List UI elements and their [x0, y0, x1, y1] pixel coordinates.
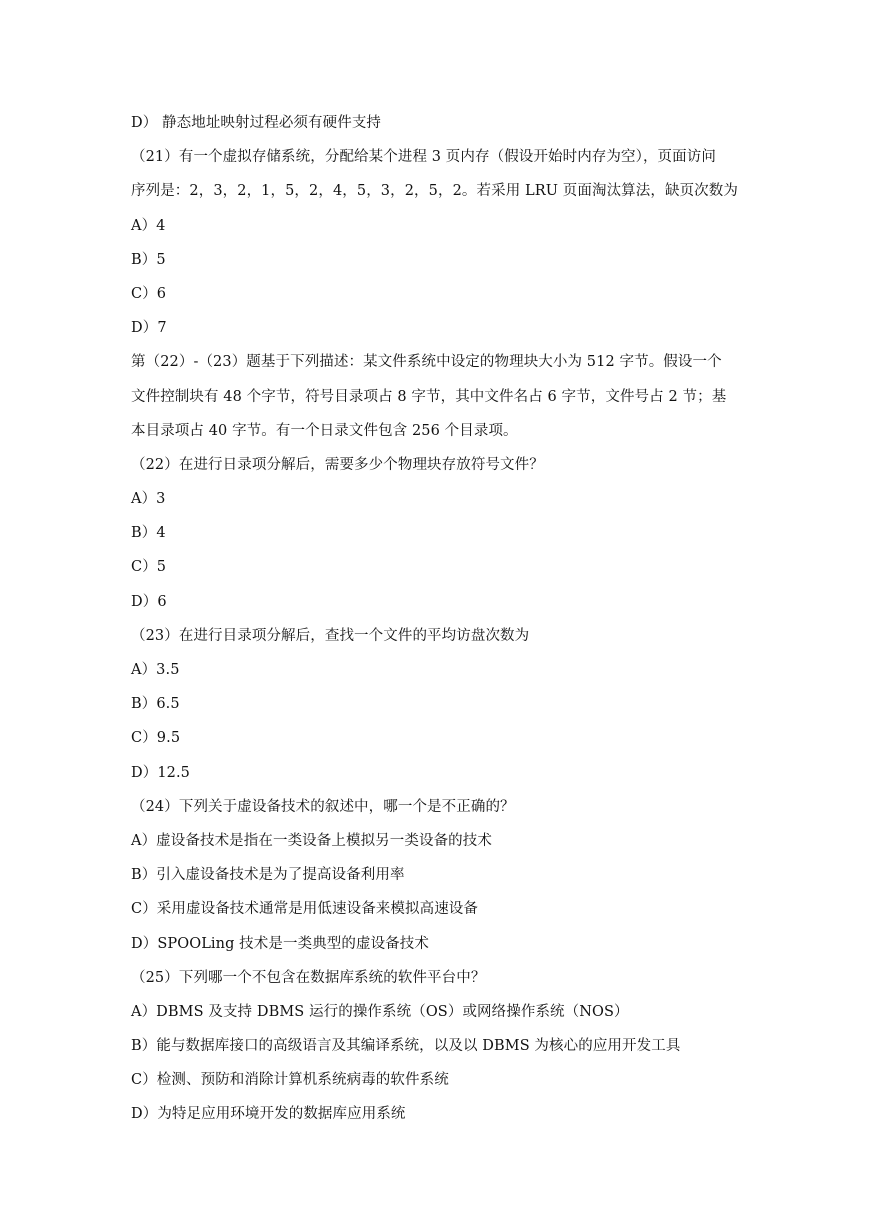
q21-option-c: C）6	[131, 285, 167, 302]
q22-23-description-line-1: 第（22）-（23）题基于下列描述：某文件系统中设定的物理块大小为 512 字节。假设一个	[131, 354, 722, 371]
document-body	[131, 106, 741, 1132]
q24-option-c: C）采用虚设备技术通常是用低速设备来模拟高速设备	[131, 901, 478, 918]
q23-option-c: C）9.5	[131, 730, 181, 747]
q24-option-d: D）SPOOLing 技术是一类典型的虚设备技术	[131, 935, 429, 952]
option-d-q20: D） 静态地址映射过程必须有硬件支持	[131, 115, 382, 131]
q25-option-d: D）为特足应用环境开发的数据库应用系统	[131, 1106, 406, 1123]
q23-option-a: A）3.5	[131, 662, 180, 678]
q23-option-d: D）12.5	[131, 764, 191, 781]
question-21-line-2: 序列是：2，3，2，1，5，2，4，5，3，2，5，2。若采用 LRU 页面淘汰算法，缺页次数为	[131, 183, 738, 200]
q22-option-d: D）6	[131, 593, 167, 610]
q25-option-a: A）DBMS 及支持 DBMS 运行的操作系统（OS）或网络操作系统（NOS）	[131, 1003, 629, 1020]
q22-option-c: C）5	[131, 559, 167, 576]
q24-option-a: A）虚设备技术是指在一类设备上模拟另一类设备的技术	[131, 832, 492, 849]
q25-option-b: B）能与数据库接口的高级语言及其编译系统，以及以 DBMS 为核心的应用开发工具	[131, 1038, 681, 1055]
q22-option-b: B）4	[131, 525, 166, 542]
q25-option-c: C）检测、预防和消除计算机系统病毒的软件系统	[131, 1072, 449, 1089]
question-25: （25）下列哪一个不包含在数据库系统的软件平台中？	[131, 969, 486, 986]
q21-option-a: A）4	[131, 217, 166, 234]
q21-option-b: B）5	[131, 251, 166, 268]
q24-option-b: B）引入虚设备技术是为了提高设备利用率	[131, 867, 405, 884]
q21-option-d: D）7	[131, 320, 167, 337]
q22-option-a: A）3	[131, 491, 166, 508]
q22-23-description-line-2: 文件控制块有 48 个字节，符号目录项占 8 字节，其中文件名占 6 字节，文件号占 2 节；基	[131, 388, 727, 405]
question-23: （23）在进行目录项分解后，查找一个文件的平均访盘次数为	[131, 627, 530, 644]
q23-option-b: B）6.5	[131, 696, 180, 713]
question-24: （24）下列关于虚设备技术的叙述中，哪一个是不正确的？	[131, 798, 515, 815]
question-21-line-1: （21）有一个虚拟存储系统，分配给某个进程 3 页内存（假设开始时内存为空），页面访问	[131, 149, 716, 166]
question-22: （22）在进行日录项分解后，需要多少个物理块存放符号文件？	[131, 456, 544, 473]
q22-23-description-line-3: 本目录项占 40 字节。有一个日录文件包含 256 个目录项。	[131, 422, 518, 439]
